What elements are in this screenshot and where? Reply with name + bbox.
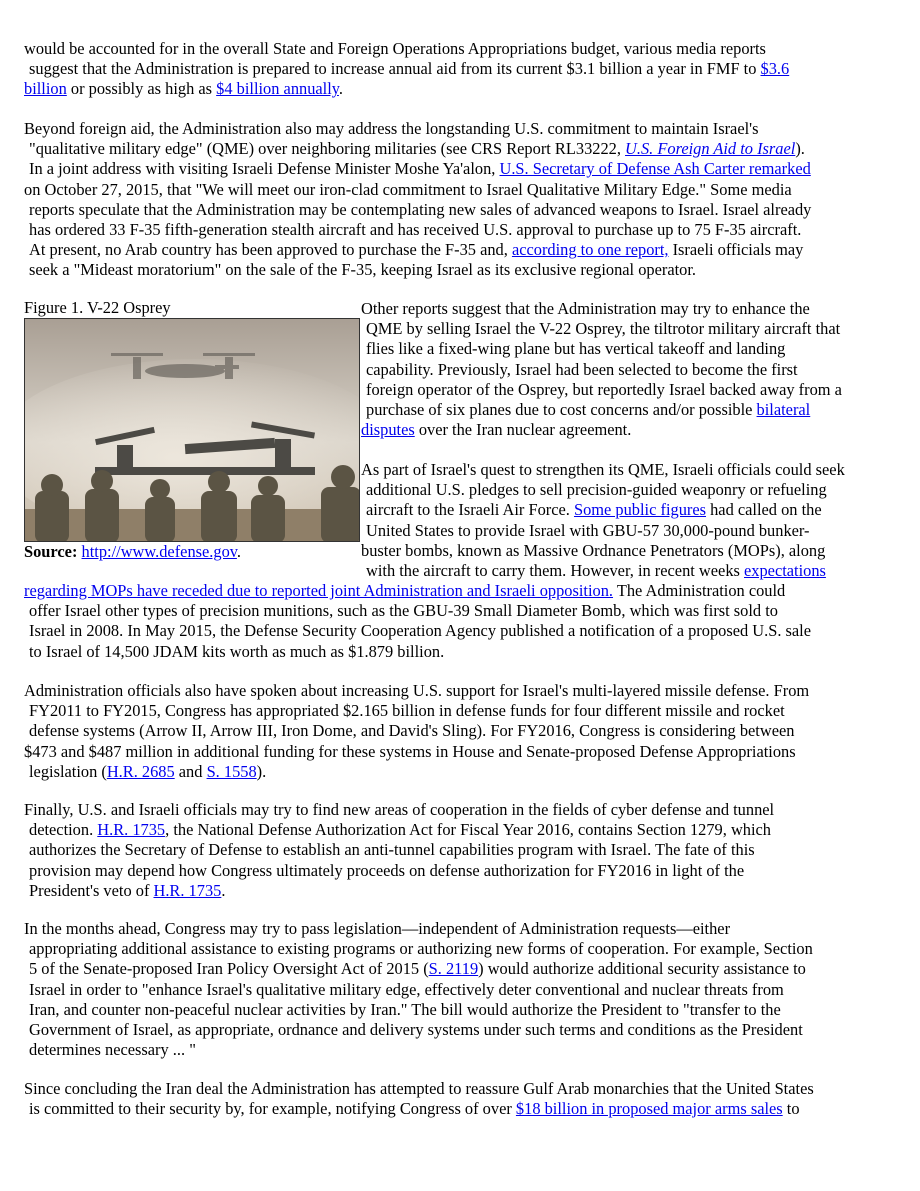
- text-line: Administration officials also have spoken about increasing U.S. support for Israel's multi-layered missile defense. From: [24, 681, 810, 700]
- text-span: ).: [256, 761, 267, 781]
- figure-caption: Figure 1. V-22 Osprey: [24, 298, 171, 317]
- text-span: .: [338, 79, 344, 99]
- text-span: "qualitative military edge" (QME) over neighboring militaries (see CRS Report RL33222,: [29, 139, 626, 159]
- link-bilateral-disputes-cont[interactable]: disputes: [361, 420, 415, 440]
- text-line: United States to provide Israel with GBU-57 30,000-pound bunker-: [366, 520, 810, 540]
- paragraph-v22-osprey: [361, 299, 901, 440]
- text-line: FY2011 to FY2015, Congress has appropriated $2.165 billion in defense funds for four different missile and rocket: [29, 701, 785, 721]
- link-according-to-one-report[interactable]: according to one report,: [511, 240, 669, 260]
- text-span: and: [174, 761, 207, 781]
- text-span: is committed to their security by, for example, notifying Congress of over: [29, 1099, 516, 1119]
- text-span: ) would authorize additional security assistance to: [478, 959, 806, 979]
- figure-v22-osprey-photo: [24, 318, 360, 542]
- text-line: Government of Israel, as appropriate, ordnance and delivery systems under such terms and conditions as the President: [29, 1020, 803, 1040]
- text-span: ).: [795, 139, 805, 159]
- link-bilateral-disputes[interactable]: bilateral: [756, 400, 811, 420]
- text-line: Israel in order to "enhance Israel's qualitative military edge, effectively deter conventional and nuclear threats from: [29, 979, 784, 999]
- text-span: purchase of six planes due to cost concerns and/or possible: [366, 400, 757, 420]
- text-span: suggest that the Administration is prepared to increase annual aid from its current $3.1 billion a year in FMF to: [29, 59, 761, 79]
- link-hr-2685[interactable]: H.R. 2685: [106, 761, 175, 781]
- text-line: Finally, U.S. and Israeli officials may try to find new areas of cooperation in the fields of cyber defense and tunnel: [24, 800, 775, 819]
- text-line: Since concluding the Iran deal the Administration has attempted to reassure Gulf Arab monarchies that the United States: [24, 1079, 814, 1098]
- text-span: In a joint address with visiting Israeli Defense Minister Moshe Ya'alon,: [29, 159, 500, 179]
- link-some-public-figures[interactable]: Some public figures: [573, 500, 706, 520]
- text-span: with the aircraft to carry them. However, in recent weeks: [366, 561, 744, 581]
- text-line: Other reports suggest that the Administration may try to enhance the: [361, 299, 810, 318]
- text-span: 5 of the Senate-proposed Iran Policy Oversight Act of 2015 (: [29, 959, 429, 979]
- link-18-billion-arms-sales[interactable]: $18 billion in proposed major arms sales: [515, 1099, 783, 1119]
- text-span: legislation (: [29, 761, 107, 781]
- text-span: aircraft to the Israeli Air Force.: [366, 500, 574, 520]
- paragraph-qme: [24, 119, 896, 281]
- link-hr-1735[interactable]: H.R. 1735: [97, 820, 166, 840]
- text-line: flies like a fixed-wing plane but has vertical takeoff and landing: [366, 339, 786, 359]
- text-line: Israel in 2008. In May 2015, the Defense Security Cooperation Agency published a notification of a proposed U.S. sale: [29, 621, 812, 641]
- link-crs-report[interactable]: U.S. Foreign Aid to Israel: [625, 139, 796, 159]
- link-s-2119[interactable]: S. 2119: [428, 959, 479, 979]
- figure-source: [24, 542, 241, 562]
- text-span: had called on the: [706, 500, 822, 520]
- text-line: QME by selling Israel the V-22 Osprey, the tiltrotor military aircraft that: [366, 319, 841, 339]
- text-span: .: [236, 542, 242, 561]
- text-line: offer Israel other types of precision munitions, such as the GBU-39 Small Diameter Bomb, which was first sold to: [29, 601, 778, 621]
- link-3-6-billion-cont[interactable]: billion: [24, 79, 67, 99]
- text-line: In the months ahead, Congress may try to pass legislation—independent of Administration requests—either: [24, 919, 731, 938]
- text-line: seek a "Mideast moratorium" on the sale of the F-35, keeping Israel as its exclusive regional operator.: [29, 260, 696, 280]
- paragraph-fmf-aid: [24, 39, 896, 100]
- text-span: .: [221, 880, 226, 900]
- text-line: determines necessary ... ": [29, 1040, 196, 1060]
- source-label: Source:: [24, 542, 78, 561]
- text-line: provision may depend how Congress ultimately proceeds on defense authorization for FY2016 in light of the: [29, 860, 745, 880]
- text-line: capability. Previously, Israel had been selected to become the first: [366, 359, 798, 379]
- text-line: $473 and $487 million in additional funding for these systems in House and Senate-proposed Defense Appropriations: [24, 741, 796, 761]
- text-line: Iran, and counter non-peaceful nuclear activities by Iran." The bill would authorize the President to "transfer to the: [29, 999, 781, 1019]
- link-4-billion-annually[interactable]: $4 billion annually: [216, 79, 339, 99]
- paragraph-tunnel-defense: [24, 800, 896, 901]
- text-span: At present, no Arab country has been approved to purchase the F-35 and,: [29, 240, 512, 260]
- text-line: As part of Israel's quest to strengthen its QME, Israeli officials could seek: [361, 460, 845, 479]
- paragraph-congress-legislation: [24, 919, 896, 1060]
- link-mop-expectations-cont[interactable]: regarding MOPs have receded due to reported joint Administration and Israeli opposition.: [24, 581, 614, 600]
- text-span: to: [782, 1099, 800, 1119]
- text-span: President's veto of: [29, 880, 154, 900]
- text-span: or possibly as high as: [66, 79, 217, 99]
- paragraph-gulf-arab: [24, 1079, 896, 1119]
- link-expectations[interactable]: expectations: [744, 561, 826, 581]
- text-line: Beyond foreign aid, the Administration also may address the longstanding U.S. commitment to maintain Israel's: [24, 119, 759, 138]
- text-line: additional U.S. pledges to sell precision-guided weaponry or refueling: [366, 480, 827, 500]
- link-defense-gov[interactable]: http://www.defense.gov: [81, 542, 237, 561]
- link-hr-1735-veto[interactable]: H.R. 1735: [153, 880, 222, 900]
- text-span: over the Iran nuclear agreement.: [414, 420, 632, 440]
- text-span: Israeli officials may: [668, 240, 804, 260]
- text-line: defense systems (Arrow II, Arrow III, Iron Dome, and David's Sling). For FY2016, Congress is considering between: [29, 721, 795, 741]
- text-line: foreign operator of the Osprey, but reportedly Israel backed away from a: [366, 379, 842, 399]
- text-line: on October 27, 2015, that "We will meet our iron-clad commitment to Israel Qualitative Military Edge." Some media: [24, 179, 792, 199]
- text-span: detection.: [29, 820, 98, 840]
- paragraph-mop-wrapped: [361, 460, 901, 581]
- link-s-1558[interactable]: S. 1558: [206, 761, 257, 781]
- link-3-6-billion[interactable]: $3.6: [760, 59, 790, 79]
- osprey-photo-illustration: [25, 319, 360, 542]
- text-line: buster bombs, known as Massive Ordnance Penetrators (MOPs), along: [361, 540, 826, 560]
- paragraph-mop-full: [24, 581, 896, 662]
- text-line: to Israel of 14,500 JDAM kits worth as much as $1.879 billion.: [29, 641, 445, 661]
- text-line: reports speculate that the Administration may be contemplating new sales of advanced weapons to Israel. Israel already: [29, 199, 812, 219]
- text-line: appropriating additional assistance to existing programs or authorizing new forms of cooperation. For example, Section: [29, 939, 813, 959]
- link-ash-carter-remarks[interactable]: U.S. Secretary of Defense Ash Carter remarked: [499, 159, 811, 179]
- text-span: The Administration could: [613, 581, 786, 600]
- text-line: would be accounted for in the overall State and Foreign Operations Appropriations budget, various media reports: [24, 39, 766, 58]
- text-span: , the National Defense Authorization Act for Fiscal Year 2016, contains Section 1279, which: [165, 820, 771, 840]
- text-line: authorizes the Secretary of Defense to establish an anti-tunnel capabilities program with Israel. The fate of this: [29, 840, 755, 860]
- text-line: has ordered 33 F-35 fifth-generation stealth aircraft and has received U.S. approval to purchase up to 75 F-35 aircraft.: [29, 220, 802, 240]
- paragraph-missile-defense: [24, 681, 896, 782]
